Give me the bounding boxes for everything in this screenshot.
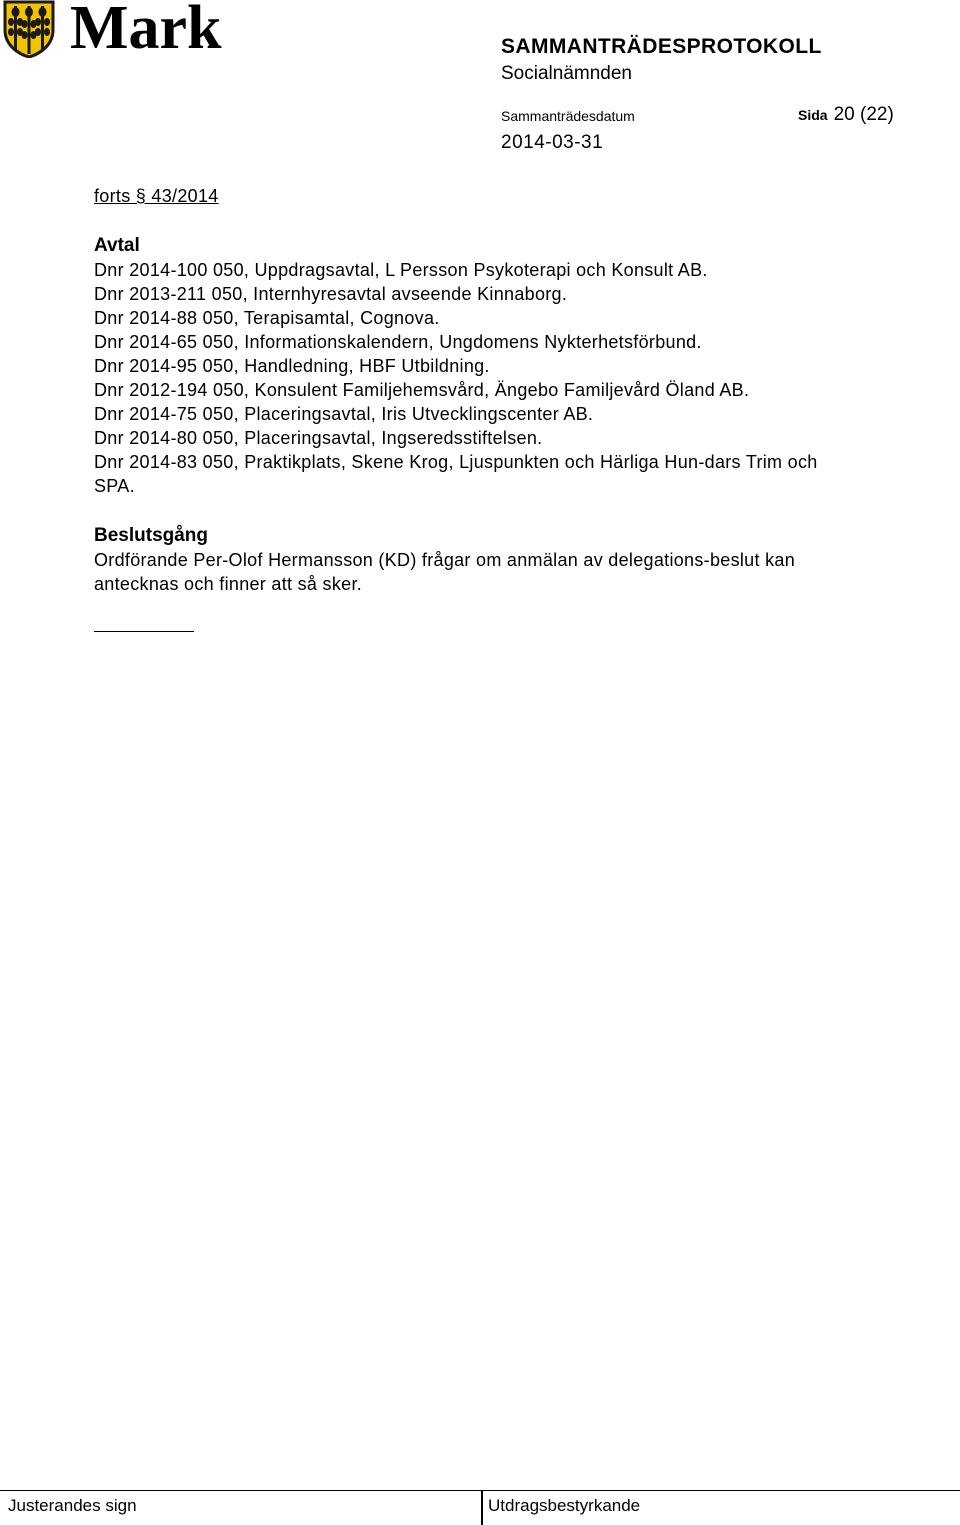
document-body <box>94 184 874 632</box>
list-item: Dnr 2014-88 050, Terapisamtal, Cognova. <box>94 308 440 328</box>
section-spacer <box>94 498 874 524</box>
footer-certification-label: Utdragsbestyrkande <box>488 1496 641 1515</box>
list-item: Dnr 2014-95 050, Handledning, HBF Utbildning. <box>94 356 490 376</box>
page-indicator <box>798 104 894 126</box>
list-item: Dnr 2014-65 050, Informationskalendern, Ungdomens Nykterhetsförbund. <box>94 332 702 352</box>
footer-initials-label: Justerandes sign <box>8 1496 137 1515</box>
meeting-date-label: Sammanträdesdatum <box>501 108 635 124</box>
decision-paragraph: Ordförande Per-Olof Hermansson (KD) frågar om anmälan av delegations-beslut kan antecknas och finner att så sker. <box>94 550 796 594</box>
footer-divider <box>481 1491 483 1525</box>
signature-footer <box>0 1490 960 1525</box>
list-item: Dnr 2014-83 050, Praktikplats, Skene Krog, Ljuspunkten och Härliga Hun-dars Trim och SPA. <box>94 452 818 496</box>
list-item: Dnr 2014-75 050, Placeringsavtal, Iris Utvecklingscenter AB. <box>94 404 594 424</box>
list-item: Dnr 2012-194 050, Konsulent Familjehemsvård, Ängebo Familjevård Öland AB. <box>94 380 750 400</box>
committee-name: Socialnämnden <box>501 63 632 84</box>
municipality-logo <box>2 0 222 62</box>
municipal-crest-icon <box>2 0 56 58</box>
document-title: SAMMANTRÄDESPROTOKOLL <box>501 35 822 58</box>
list-item: Dnr 2014-100 050, Uppdragsavtal, L Persson Psykoterapi och Konsult AB. <box>94 260 708 280</box>
page-number: 20 (22) <box>833 104 894 125</box>
section-heading-beslutsgang: Beslutsgång <box>94 525 209 546</box>
end-line <box>94 631 194 632</box>
logo-wordmark: Mark <box>70 0 222 62</box>
list-item: Dnr 2013-211 050, Internhyresavtal avseende Kinnaborg. <box>94 284 568 304</box>
page-label: Sida <box>798 107 828 123</box>
meeting-date: 2014-03-31 <box>501 132 604 153</box>
section-heading-avtal: Avtal <box>94 235 140 256</box>
list-item: Dnr 2014-80 050, Placeringsavtal, Ingseredsstiftelsen. <box>94 428 543 448</box>
paragraph-reference: forts § 43/2014 <box>94 186 219 206</box>
agreement-list <box>94 258 874 498</box>
